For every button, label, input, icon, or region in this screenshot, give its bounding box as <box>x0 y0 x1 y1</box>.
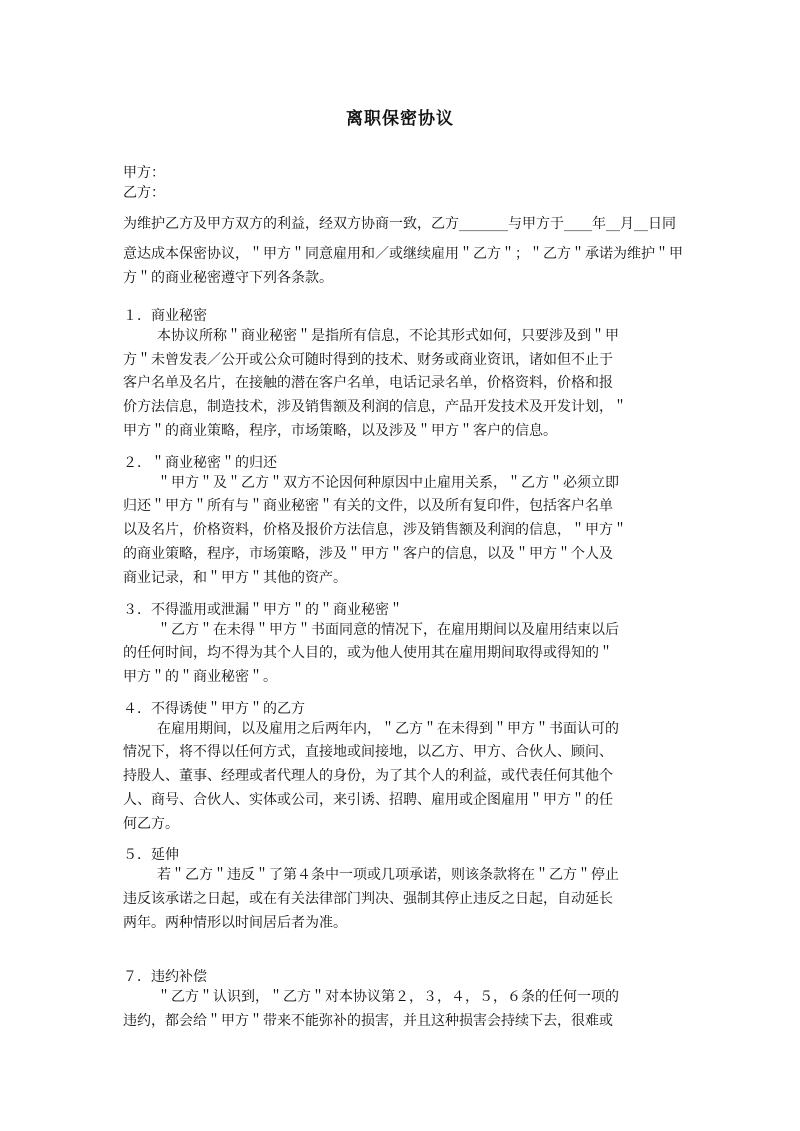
section-7-line: ＂乙方＂认识到，＂乙方＂对本协议第２，３，４，５，６条的任何一项的 <box>157 989 619 1005</box>
intro-line: 方＂的商业秘密遵守下列各条款。 <box>123 270 333 286</box>
section-2-line: 归还＂甲方＂所有与＂商业秘密＂有关的文件，以及所有复印件，包括客户名单 <box>123 498 613 514</box>
section-3-line: ＂乙方＂在未得＂甲方＂书面同意的情况下，在雇用期间以及雇用结束以后 <box>157 622 619 638</box>
section-4-line: 在雇用期间，以及雇用之后两年内，＂乙方＂在未得到＂甲方＂书面认可的 <box>157 721 619 737</box>
section-5-line: 违反该承诺之日起，或在有关法律部门判决、强制其停止违反之日起，自动延长 <box>123 891 613 907</box>
intro-line: 为维护乙方及甲方双方的利益，经双方协商一致，乙方_______与甲方于____年__月__日同 <box>123 216 676 232</box>
section-1-line: 客户名单及名片，在接触的潜在客户名单，电话记录名单，价格资料，价格和报 <box>123 375 613 391</box>
section-3-heading: ３．不得滥用或泄漏＂甲方＂的＂商业秘密＂ <box>123 602 403 618</box>
section-3-line: 的任何时间，均不得为其个人目的，或为他人使用其在雇用期间取得或得知的＂ <box>123 645 613 661</box>
section-3-line: 甲方＂的＂商业秘密＂。 <box>123 669 277 685</box>
section-2-heading: ２．＂商业秘密＂的归还 <box>123 455 277 471</box>
section-2-line: 商业记录，和＂甲方＂其他的资产。 <box>123 570 347 586</box>
section-4-line: 情况下，将不得以任何方式，直接地或间接地，以乙方、甲方、合伙人、顾问、 <box>123 744 613 760</box>
section-5-line: 两年。两种情形以时间居后者为准。 <box>123 915 347 931</box>
section-1-heading: １．商业秘密 <box>123 308 207 324</box>
section-2-line: 以及名片，价格资料，价格及报价方法信息，涉及销售额及利润的信息，＂甲方＂ <box>123 522 627 538</box>
section-1-line: 甲方＂的商业策略，程序，市场策略，以及涉及＂甲方＂客户的信息。 <box>123 423 557 439</box>
section-1-line: 价方法信息，制造技术，涉及销售额及利润的信息，产品开发技术及开发计划，＂ <box>123 399 627 415</box>
intro-line: 意达成本保密协议，＂甲方＂同意雇用和／或继续雇用＂乙方＂；＂乙方＂承诺为维护＂甲 <box>123 246 683 262</box>
section-2-line: ＂甲方＂及＂乙方＂双方不论因何种原因中止雇用关系，＂乙方＂必须立即 <box>157 475 619 491</box>
party-a-label: 甲方： <box>123 165 165 181</box>
section-7-line: 违约，都会给＂甲方＂带来不能弥补的损害，并且这种损害会持续下去，很难或 <box>123 1013 613 1029</box>
party-b-label: 乙方： <box>123 185 165 201</box>
section-4-line: 持股人、董事、经理或者代理人的身份，为了其个人的利益，或代表任何其他个 <box>123 768 613 784</box>
section-1-line: 方＂未曾发表／公开或公众可随时得到的技术、财务或商业资讯，诸如但不止于 <box>123 352 613 368</box>
section-2-line: 的商业策略，程序，市场策略，涉及＂甲方＂客户的信息，以及＂甲方＂个人及 <box>123 546 613 562</box>
section-4-heading: ４．不得诱使＂甲方＂的乙方 <box>123 701 305 717</box>
section-5-heading: ５．延伸 <box>123 847 179 863</box>
section-5-line: 若＂乙方＂违反＂了第４条中一项或几项承诺，则该条款将在＂乙方＂停止 <box>157 867 619 883</box>
section-1-line: 本协议所称＂商业秘密＂是指所有信息，不论其形式如何，只要涉及到＂甲 <box>157 328 619 344</box>
document-title: 离职保密协议 <box>346 109 454 129</box>
section-4-line: 人、商号、合伙人、实体或公司，来引诱、招聘、雇用或企图雇用＂甲方＂的任 <box>123 792 613 808</box>
section-7-heading: ７．违约补偿 <box>123 969 207 985</box>
section-4-line: 何乙方。 <box>123 816 179 832</box>
